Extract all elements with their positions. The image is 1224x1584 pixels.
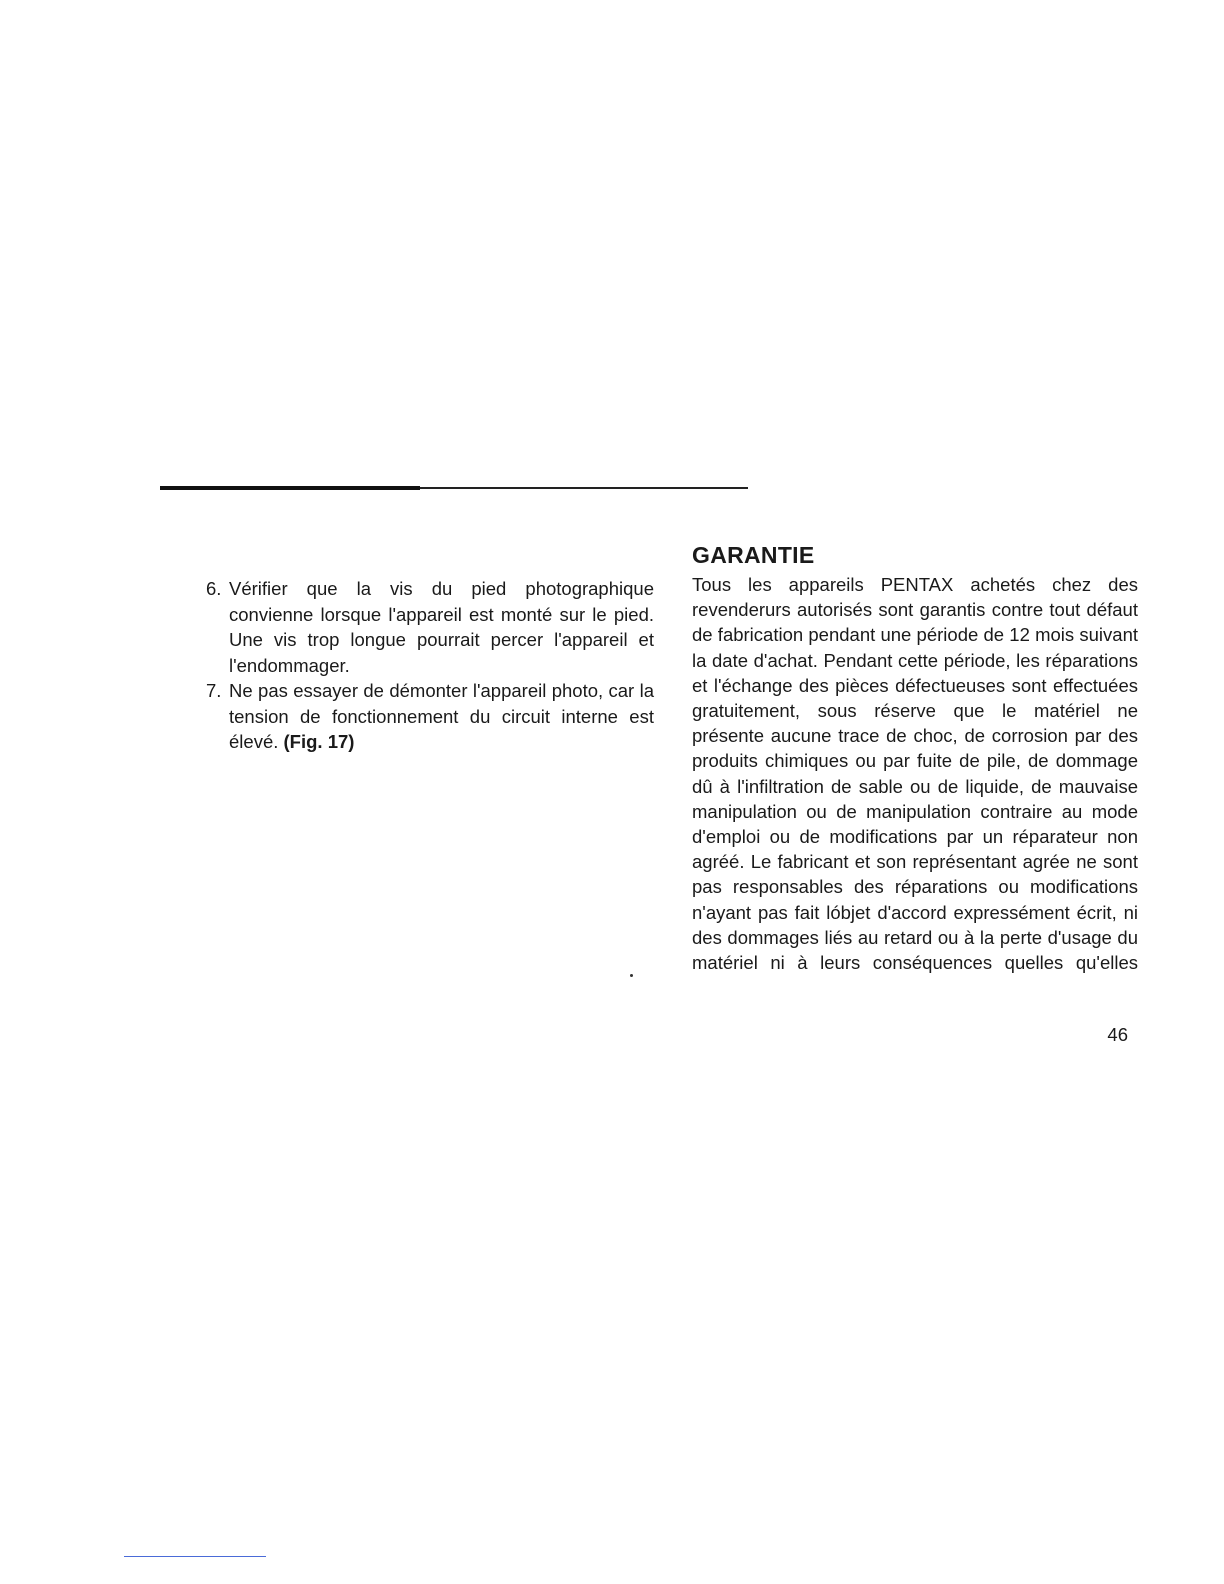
list-item-number: 6. bbox=[206, 578, 222, 599]
precautions-list bbox=[206, 576, 654, 755]
figure-reference: (Fig. 17) bbox=[283, 731, 355, 752]
warranty-body: Tous les appareils PENTAX achetés chez des revenderurs autorisés sont garantis contre tout défaut de fabrication pendant une période de 12 mois suivant la date d'achat. Pendant cette période, les réparations et l'échange des pièces défectueuses sont effectuées gratuitement, sous réserve que le matériel ne présente aucune trace de choc, de corrosion par des produits chimiques ou par fuite de pile, de dommage dû à l'infiltration de sable ou de liquide, de mauvaise manipulation ou de manipulation contraire au mode d'emploi ou de modifications par un réparateur non agréé. Le fabricant et son représentant agrée ne sont pas responsables des réparations ou modifications n'ayant pas fait lóbjet d'accord expressément écrit, ni des dommages liés au retard ou à la perte d'usage du matériel ni à leurs conséquences quelles qu'elles bbox=[692, 574, 1138, 974]
warranty-section bbox=[692, 540, 1138, 975]
section-title: GARANTIE bbox=[692, 542, 815, 568]
footer-rule bbox=[124, 1556, 266, 1557]
list-item bbox=[206, 576, 654, 678]
print-speck bbox=[630, 974, 633, 977]
list-item-text: Ne pas essayer de démonter l'appareil photo, car la tension de fonctionnement du circuit interne est élevé. bbox=[229, 680, 654, 752]
page-number: 46 bbox=[1107, 1024, 1128, 1045]
list-item-text: Vérifier que la vis du pied photographique convienne lorsque l'appareil est monté sur le pied. Une vis trop longue pourrait percer l'appareil et l'endommager. bbox=[229, 578, 654, 676]
list-item-number: 7. bbox=[206, 680, 222, 701]
header-rule-accent bbox=[160, 486, 420, 490]
list-item bbox=[206, 678, 654, 755]
